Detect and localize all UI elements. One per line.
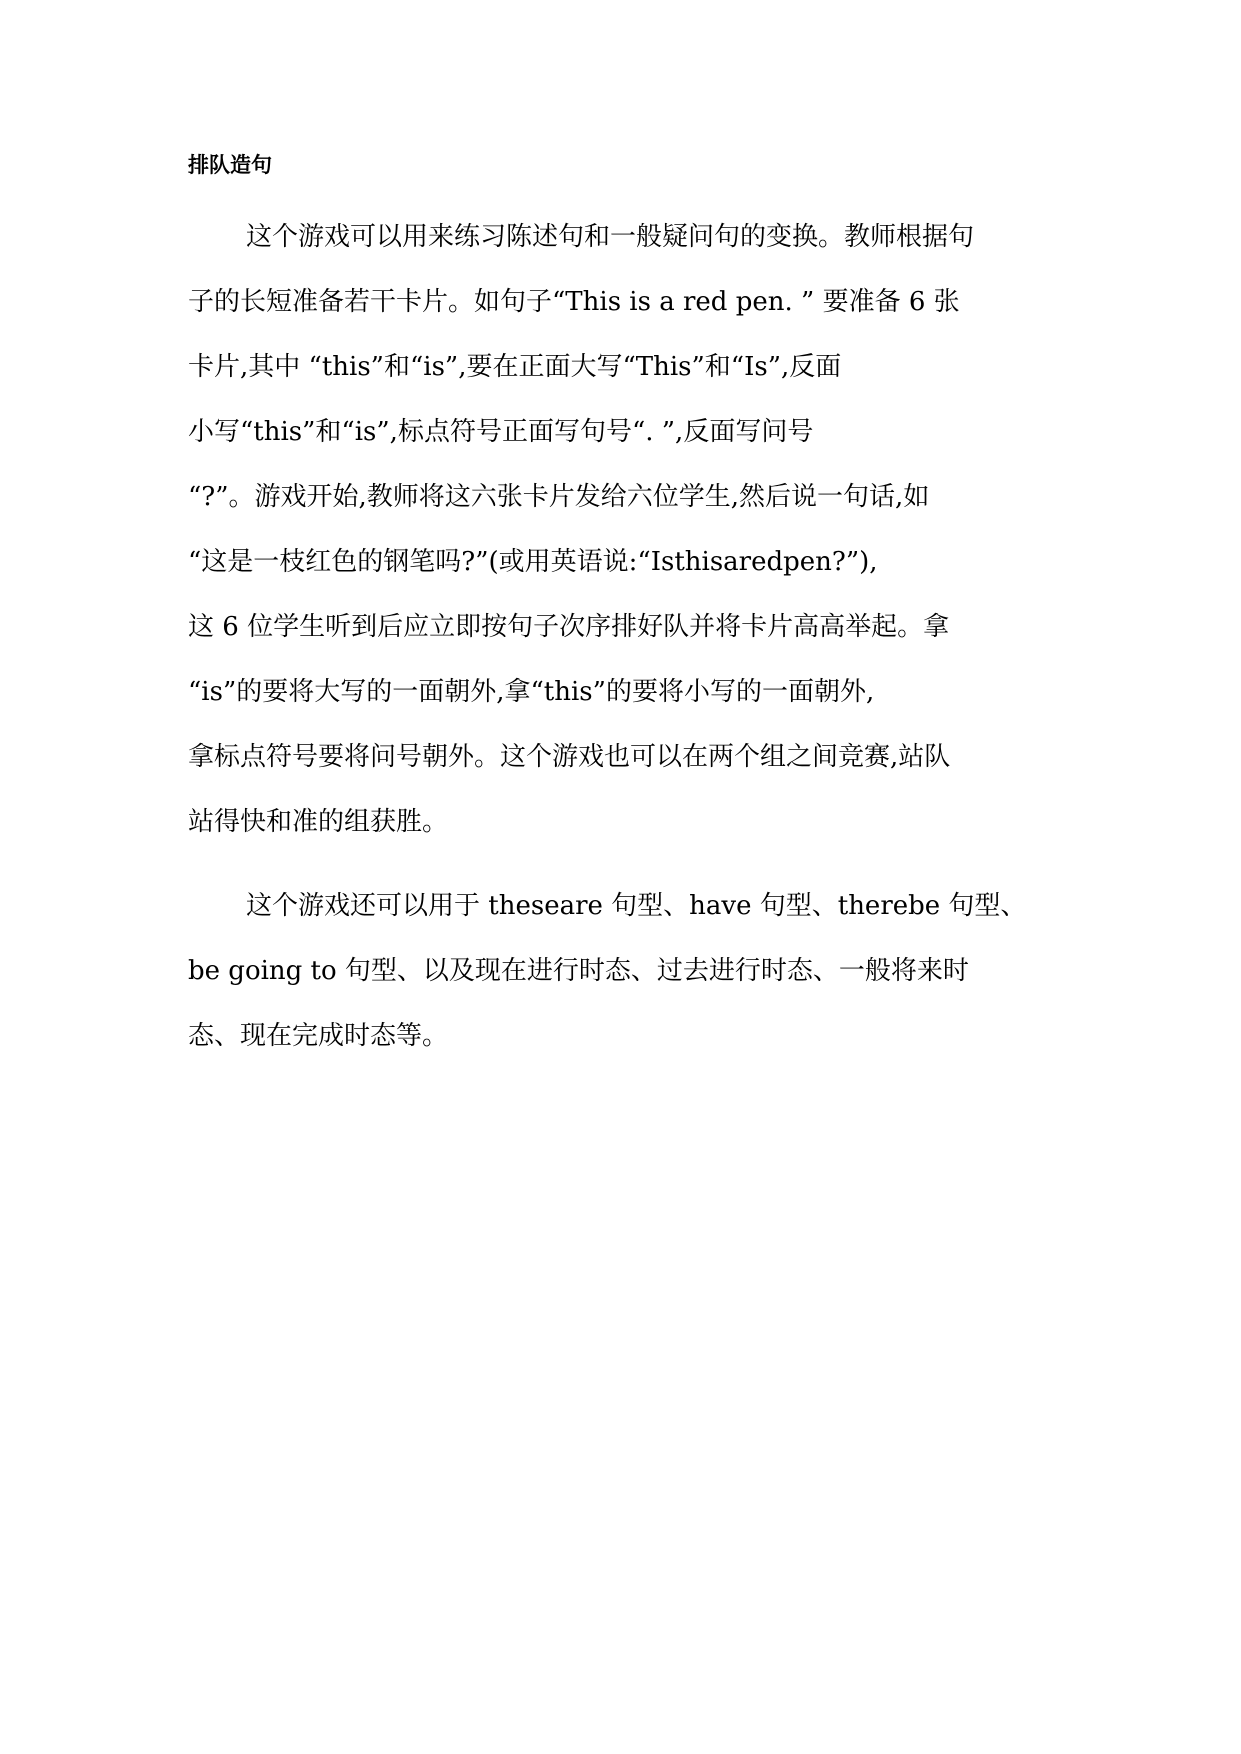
paragraph-line: “?”。游戏开始,教师将这六张卡片发给六位学生,然后说一句话,如 bbox=[188, 482, 930, 512]
paragraph-line: 拿标点符号要将问号朝外。这个游戏也可以在两个组之间竞赛,站队 bbox=[188, 742, 951, 772]
paragraph-line: 子的长短准备若干卡片。如句子“This is a red pen. ” 要准备 6 张 bbox=[188, 287, 960, 317]
paragraph-line: 卡片,其中 “this”和“is”,要在正面大写“This”和“Is”,反面 bbox=[188, 352, 842, 382]
paragraph-game-variations bbox=[188, 874, 1068, 1069]
paragraph-line: 小写“this”和“is”,标点符号正面写句号“. ”,反面写问号 bbox=[188, 417, 814, 447]
paragraph-line: be going to 句型、以及现在进行时态、过去进行时态、一般将来时 bbox=[188, 956, 969, 986]
paragraph-line: 这个游戏可以用来练习陈述句和一般疑问句的变换。教师根据句 bbox=[246, 222, 975, 252]
paragraph-line: 站得快和准的组获胜。 bbox=[188, 807, 449, 837]
paragraph-line: “这是一枝红色的钢笔吗?”(或用英语说:“Isthisaredpen?”), bbox=[188, 547, 878, 577]
paragraph-game-description bbox=[188, 205, 1068, 855]
paragraph-line: “is”的要将大写的一面朝外,拿“this”的要将小写的一面朝外, bbox=[188, 677, 875, 707]
document-title: 排队造句 bbox=[188, 153, 272, 177]
paragraph-line: 这 6 位学生听到后应立即按句子次序排好队并将卡片高高举起。拿 bbox=[188, 612, 950, 642]
paragraph-line: 态、现在完成时态等。 bbox=[188, 1021, 449, 1051]
paragraph-line: 这个游戏还可以用于 theseare 句型、have 句型、therebe 句型、 bbox=[246, 891, 1027, 921]
